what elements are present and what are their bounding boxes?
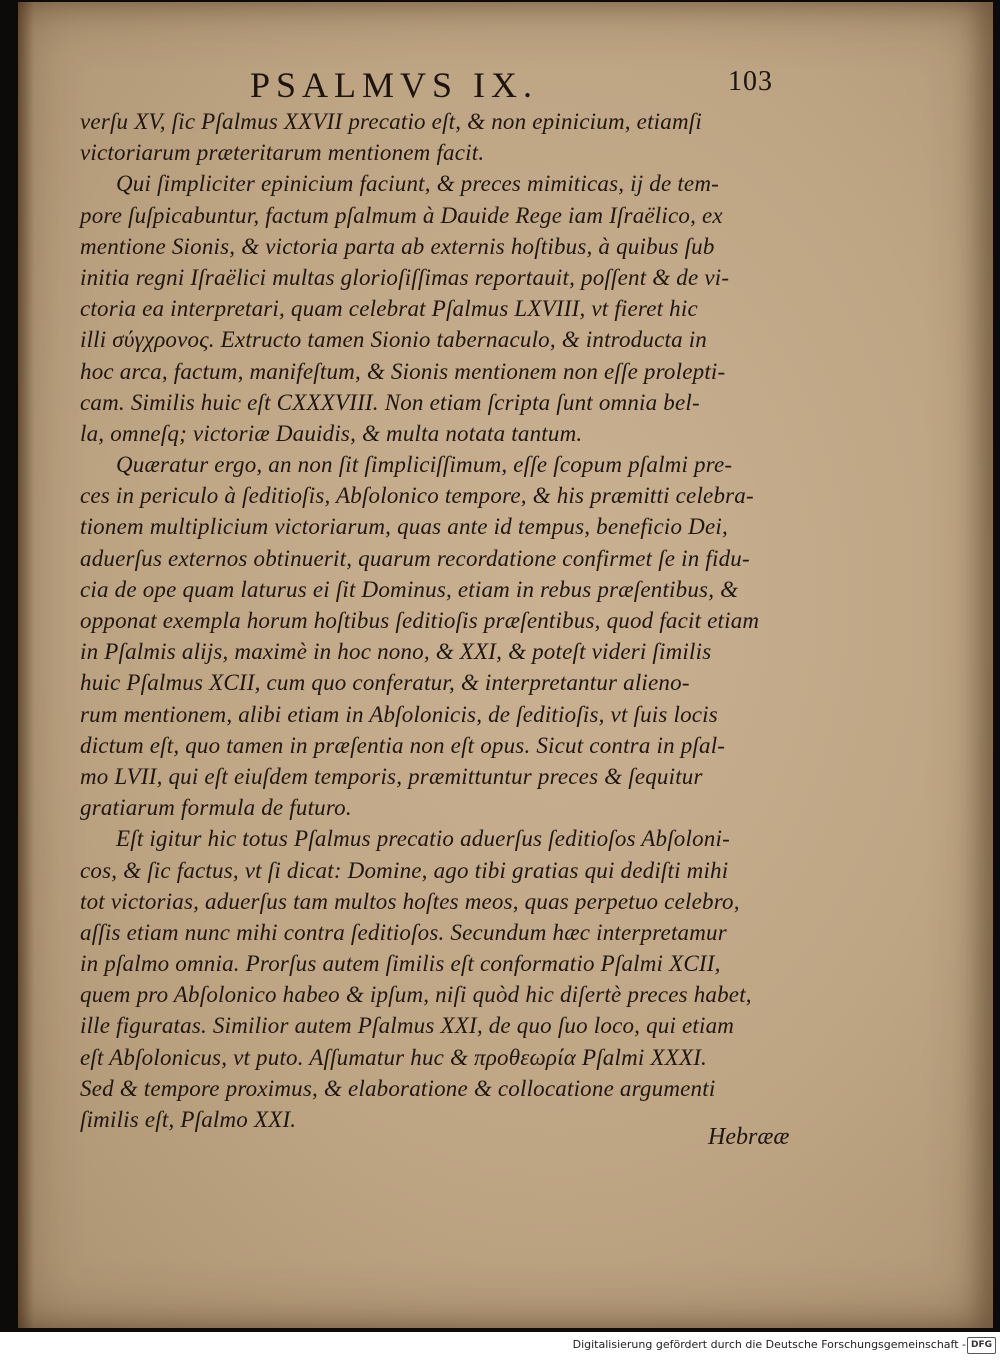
text-line: ctoria ea interpretari, quam celebrat Pſalmus LXVIII, vt fieret hic: [80, 296, 698, 322]
book-page: [18, 2, 993, 1328]
text-line: tionem multiplicium victoriarum, quas ante id tempus, beneficio Dei,: [80, 514, 728, 540]
page-number: 103: [728, 66, 773, 97]
text-line: la, omneſq; victoriæ Dauidis, & multa notata tantum.: [80, 420, 583, 446]
text-line: aſſis etiam nunc mihi contra ſeditioſos. Secundum hæc interpretamur: [80, 919, 727, 945]
text-line: hoc arca, factum, manifeſtum, & Sionis mentionem non eſſe prolepti-: [80, 358, 726, 384]
text-line: cia de ope quam laturus ei ſit Dominus, etiam in rebus præſentibus, &: [80, 576, 739, 602]
text-line: gratiarum formula de futuro.: [80, 795, 352, 821]
text-line: cos, & ſic factus, vt ſi dicat: Domine, ago tibi gratias qui dediſti mihi: [80, 857, 729, 883]
text-line: Eſt igitur hic totus Pſalmus precatio aduerſus ſeditioſos Abſoloni-: [116, 826, 730, 852]
text-line: ces in periculo à ſeditioſis, Abſolonico tempore, & his præmitti celebra-: [80, 483, 754, 509]
paragraph-3: [80, 449, 910, 823]
text-line: ille figuratas. Similior autem Pſalmus XXI, de quo ſuo loco, qui etiam: [80, 1013, 735, 1039]
text-line: Quæratur ergo, an non ſit ſimpliciſſimum, eſſe ſcopum pſalmi pre-: [116, 452, 733, 478]
text-line: aduerſus externos obtinuerit, quarum recordatione confirmet ſe in fidu-: [80, 545, 750, 571]
text-line: opponat exempla horum hoſtibus ſeditioſis præſentibus, quod facit etiam: [80, 608, 760, 633]
body-text: [80, 106, 910, 1135]
text-line: Sed & tempore proximus, & elaboratione & collocatione argumenti: [80, 1075, 716, 1101]
catchword: Hebrææ: [708, 1124, 790, 1150]
text-line: in Pſalmis alijs, maximè in hoc nono, & XXI, & poteſt videri ſimilis: [80, 639, 712, 665]
text-line: ſimilis eſt, Pſalmo XXI.: [80, 1107, 297, 1132]
text-line: quem pro Abſolonico habeo & ipſum, niſi quòd hic diſertè preces habet,: [80, 982, 752, 1008]
text-line: Qui ſimpliciter epinicium faciunt, & preces mimiticas, ij de tem-: [116, 171, 720, 197]
paragraph-2: [80, 168, 910, 449]
text-line: initia regni Iſraëlici multas glorioſiſſimas reportauit, poſſent & de vi-: [80, 264, 730, 290]
text-line: mo LVII, qui eſt eiuſdem temporis, præmittuntur preces & ſequitur: [80, 763, 703, 789]
text-line: dictum eſt, quo tamen in præſentia non eſt opus. Sicut contra in pſal-: [80, 732, 726, 758]
text-line: victoriarum præteritarum mentionem facit.: [80, 140, 485, 166]
text-line: eſt Abſolonicus, vt puto. Aſſumatur huc & προθεωρία Pſalmi XXXI.: [80, 1044, 708, 1070]
text-line: verſu XV, ſic Pſalmus XXVII precatio eſt, & non epinicium, etiamſi: [80, 109, 702, 134]
text-line: mentione Sionis, & victoria parta ab externis hoſtibus, à quibus ſub: [80, 233, 715, 259]
running-head-title: PSALMVS IX.: [250, 65, 539, 105]
paragraph-4: [80, 823, 910, 1135]
text-line: pore ſuſpicabuntur, factum pſalmum à Dauide Rege iam Iſraëlico, ex: [80, 202, 723, 228]
text-line: cam. Similis huic eſt CXXXVIII. Non etiam ſcripta ſunt omnia bel-: [80, 389, 700, 415]
text-line: in pſalmo omnia. Prorſus autem ſimilis eſt conformatio Pſalmi XCII,: [80, 951, 721, 977]
running-head: [18, 64, 993, 108]
paragraph-1: [80, 106, 910, 168]
text-line: rum mentionem, alibi etiam in Abſolonicis, de ſeditioſis, vt ſuis locis: [80, 701, 718, 727]
text-line: tot victorias, aduerſus tam multos hoſtes meos, quas perpetuo celebro,: [80, 888, 740, 914]
digitization-footer: [0, 1334, 1000, 1360]
dfg-logo-icon: DFG: [967, 1337, 996, 1354]
funding-note: Digitalisierung gefördert durch die Deutsche Forschungsgemeinschaft -: [572, 1338, 966, 1351]
text-line: illi σύγχρονος. Extructo tamen Sionio tabernaculo, & introducta in: [80, 327, 708, 353]
text-line: huic Pſalmus XCII, cum quo conferatur, & interpretantur alieno-: [80, 670, 690, 696]
